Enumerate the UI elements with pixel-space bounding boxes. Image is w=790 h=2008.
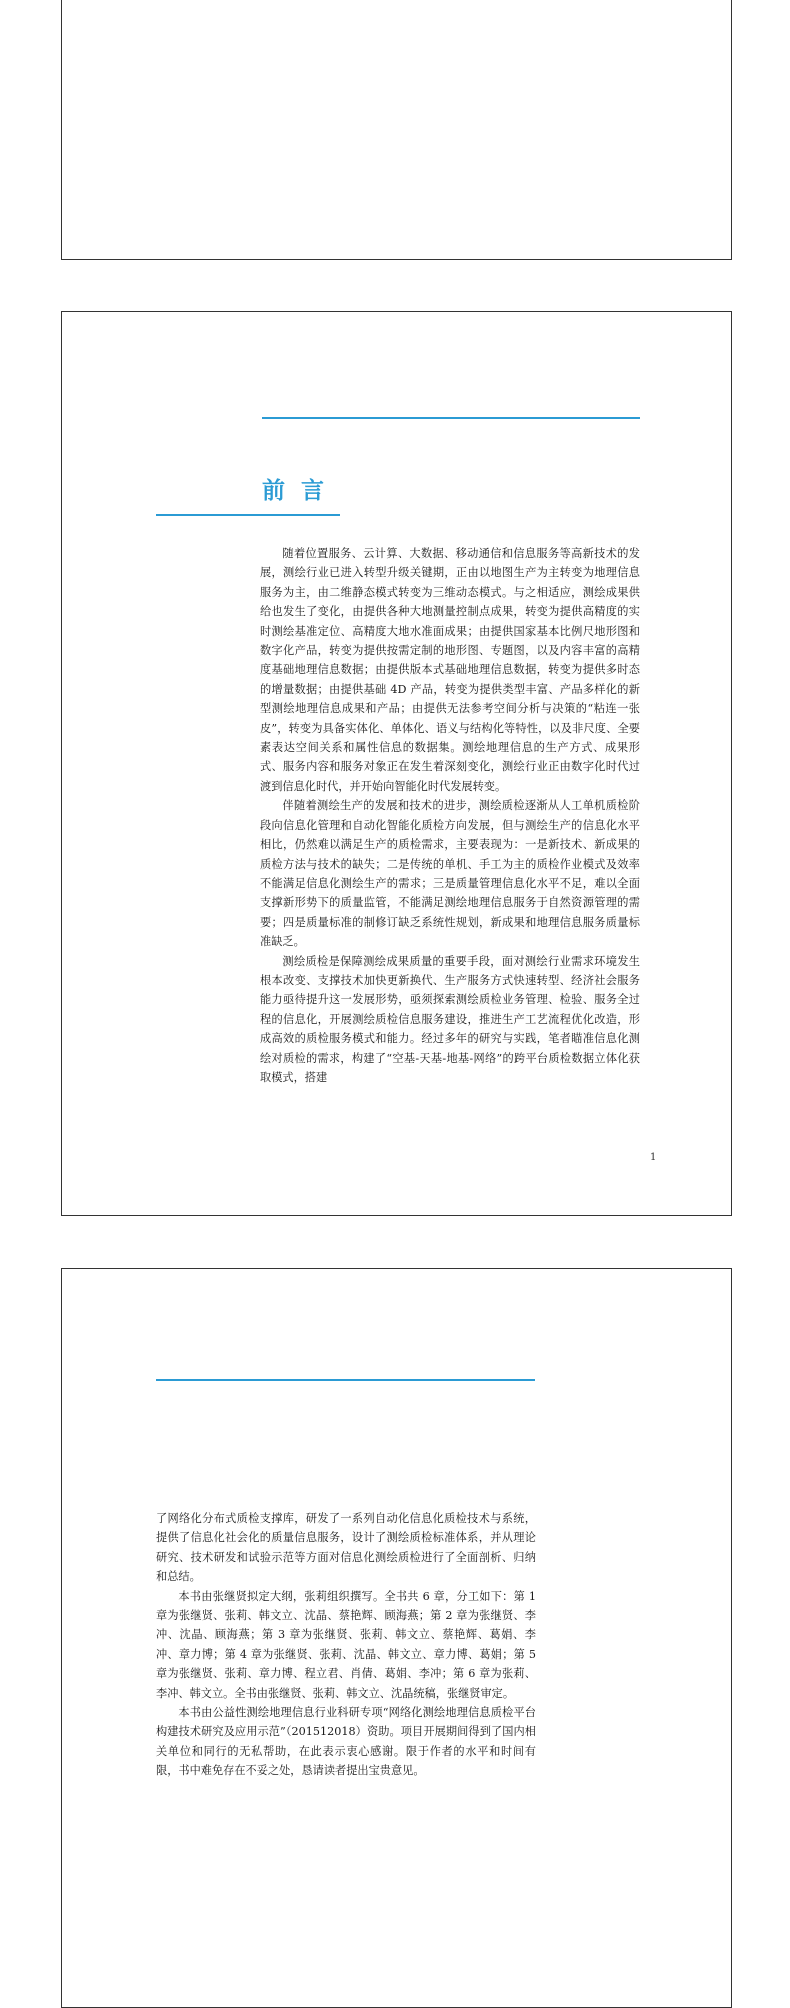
heading-underline <box>156 514 340 516</box>
preface-heading: 前言 <box>262 478 340 504</box>
page-number: 1 <box>650 1152 657 1163</box>
paragraph: 本书由公益性测绘地理信息行业科研专项“网络化测绘地理信息质检平台构建技术研究及应用示范”（201512018）资助。项目开展期间得到了国内相关单位和同行的无私帮助，在此表示衷心感谢。限于作者的水平和时间有限，书中难免存在不妥之处，恳请读者提出宝贵意见。 <box>156 1706 536 1778</box>
header-rule <box>156 1379 535 1381</box>
paragraph: 了网络化分布式质检支撑库，研发了一系列自动化信息化质检技术与系统，提供了信息化社会化的质量信息服务，设计了测绘质检标准体系，并从理论研究、技术研发和试验示范等方面对信息化测绘质检进行了全面剖析、归纳和总结。 <box>156 1512 536 1584</box>
paragraph: 本书由张继贤拟定大纲，张莉组织撰写。全书共 6 章，分工如下：第 1 章为张继贤、张莉、韩文立、沈晶、蔡艳辉、顾海燕；第 2 章为张继贤、李冲、沈晶、顾海燕；第 3 章为张继贤、张莉、韩文立、蔡艳辉、葛娟、李冲、章力博；第 4 章为张继贤、张莉、沈晶、韩文立、章力博、葛娟；第 5 章为张继贤、张莉、章力博、程立君、肖倩、葛娟、李冲；第 6 章为张莉、李冲、韩文立。全书由张继贤、张莉、韩文立、沈晶统稿，张继贤审定。 <box>156 1589 536 1700</box>
preface-page-1 <box>61 311 732 1216</box>
preface-page-2 <box>61 1268 732 2008</box>
blank-page <box>61 0 732 260</box>
paragraph: 测绘质检是保障测绘成果质量的重要手段，面对测绘行业需求环境发生根本改变、支撑技术加快更新换代、生产服务方式快速转型、经济社会服务能力亟待提升这一发展形势，亟须探索测绘质检业务管理、检验、服务全过程的信息化，开展测绘质检信息服务建设，推进生产工艺流程优化改造，形成高效的质检服务模式和能力。经过多年的研究与实践，笔者瞄准信息化测绘对质检的需求，构建了“空基-天基-地基-网络”的跨平台质检数据立体化获取模式，搭建 <box>260 954 640 1084</box>
paragraph: 伴随着测绘生产的发展和技术的进步，测绘质检逐渐从人工单机质检阶段向信息化管理和自动化智能化质检方向发展，但与测绘生产的信息化水平相比，仍然难以满足生产的质检需求，主要表现为：一是新技术、新成果的质检方法与技术的缺失；二是传统的单机、手工为主的质检作业模式及效率不能满足信息化测绘生产的需求；三是质量管理信息化水平不足，难以全面支撑新形势下的质量监管，不能满足测绘地理信息服务于自然资源管理的需要；四是质量标准的制修订缺乏系统性规划，新成果和地理信息服务质量标准缺乏。 <box>260 799 640 949</box>
preface-body-continued <box>156 1509 536 1781</box>
header-rule <box>262 417 640 419</box>
paragraph: 随着位置服务、云计算、大数据、移动通信和信息服务等高新技术的发展，测绘行业已进入转型升级关键期，正由以地图生产为主转变为地理信息服务为主，由二维静态模式转变为三维动态模式。与之相适应，测绘成果供给也发生了变化，由提供各种大地测量控制点成果，转变为提供高精度的实时测绘基准定位、高精度大地水准面成果；由提供国家基本比例尺地形图和数字化产品，转变为提供按需定制的地形图、专题图，以及内容丰富的高精度基础地理信息数据；由提供版本式基础地理信息数据，转变为提供多时态的增量数据；由提供基础 4D 产品，转变为提供类型丰富、产品多样化的新型测绘地理信息成果和产品；由提供无法参考空间分析与决策的“粘连一张皮”，转变为具备实体化、单体化、语义与结构化等特性，以及非尺度、全要素表达空间关系和属性信息的数据集。测绘地理信息的生产方式、成果形式、服务内容和服务对象正在发生着深刻变化，测绘行业正由数字化时代过渡到信息化时代，并开始向智能化时代发展转变。 <box>260 547 640 793</box>
preface-body <box>260 544 640 1087</box>
